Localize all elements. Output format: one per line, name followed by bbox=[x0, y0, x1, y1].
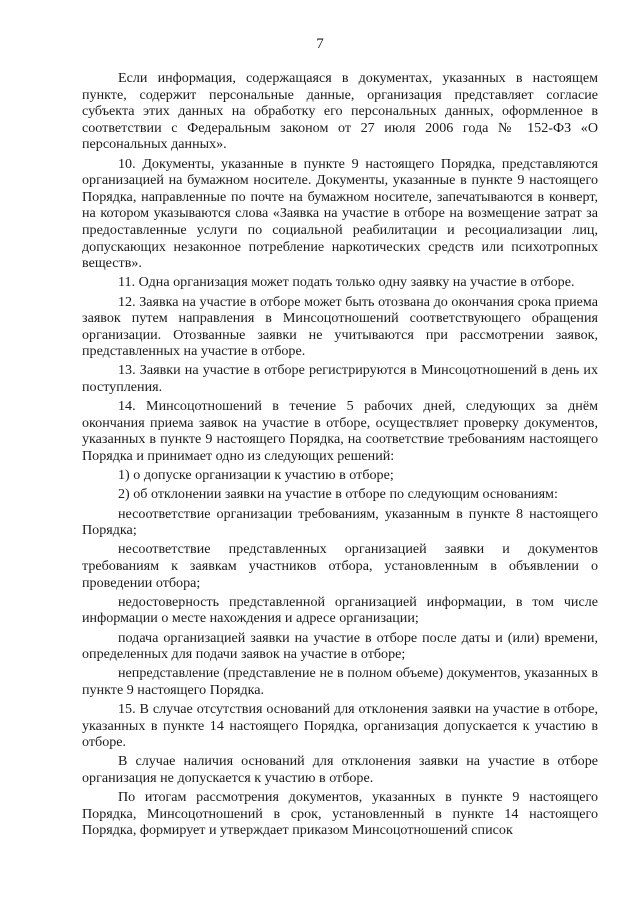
paragraph-ground-4: подача организацией заявки на участие в отборе после даты и (или) времени, определенных для подачи заявок на участие в отборе; bbox=[82, 629, 598, 663]
paragraph-ground-1: несоответствие организации требованиям, указанным в пункте 8 настоящего Порядка; bbox=[82, 505, 598, 539]
paragraph-item-15: 15. В случае отсутствия оснований для отклонения заявки на участие в отборе, указанных в пункте 14 настоящего Порядка, организация допускается к участию в отборе. bbox=[82, 701, 598, 751]
paragraph-item-11: 11. Одна организация может подать только одну заявку на участие в отборе. bbox=[118, 274, 575, 291]
paragraph-decision-2: 2) об отклонении заявки на участие в отборе по следующим основаниям: bbox=[118, 486, 558, 503]
paragraph-ground-3: недостоверность представленной организацией информации, в том числе информации о месте нахождения и адресе организации; bbox=[82, 593, 598, 627]
paragraph-not-admitted: В случае наличия оснований для отклонения заявки на участие в отборе организация не допускается к участию в отборе. bbox=[82, 753, 598, 787]
paragraph-item-10: 10. Документы, указанные в пункте 9 настоящего Порядка, представляются организацией на бумажном носителе. Документы, указанные в пункте 9 настоящего Порядка, направленные по почте на бумажном носителе, запечатываются в конверт, на котором указываются слова «Заявка на участие в отборе на возмещение затрат за предоставленные услуги по социальной реабилитации и ресоциализации лиц, допускающих незаконное потребление наркотических средств или психотропных веществ». bbox=[82, 155, 598, 272]
paragraph-item-13: 13. Заявки на участие в отборе регистрируются в Минсоцотношений в день их поступления. bbox=[82, 362, 598, 396]
document-body bbox=[82, 70, 598, 839]
paragraph-ground-2: несоответствие представленных организацией заявки и документов требованиям к заявкам участников отбора, установленным в объявлении о проведении отбора; bbox=[82, 541, 598, 591]
page-number: 7 bbox=[316, 36, 324, 52]
paragraph-decision-1: 1) о допуске организации к участию в отборе; bbox=[118, 467, 394, 484]
paragraph-personal-data: Если информация, содержащаяся в документах, указанных в настоящем пункте, содержит персональные данные, организация представляет согласие субъекта этих данных на обработку его персональных данных, оформленное в соответствии с Федеральным законом от 27 июля 2006 года № 152-ФЗ «О персональных данных». bbox=[82, 70, 598, 153]
paragraph-results: По итогам рассмотрения документов, указанных в пункте 9 настоящего Порядка, Минсоцотношений в срок, установленный в пункте 14 настоящего Порядка, формирует и утверждает приказом Минсоцотношений список bbox=[82, 789, 598, 839]
paragraph-item-14: 14. Минсоцотношений в течение 5 рабочих дней, следующих за днём окончания приема заявок на участие в отборе, осуществляет проверку документов, указанных в пункте 9 настоящего Порядка, на соответствие требованиям настоящего Порядка и принимает одно из следующих решений: bbox=[82, 398, 598, 465]
paragraph-item-12: 12. Заявка на участие в отборе может быть отозвана до окончания срока приема заявок путем направления в Минсоцотношений соответствующего обращения организации. Отозванные заявки не учитываются при рассмотрении заявок, представленных на участие в отборе. bbox=[82, 293, 598, 360]
paragraph-ground-5: непредставление (представление не в полном объеме) документов, указанных в пункте 9 настоящего Порядка. bbox=[82, 665, 598, 698]
